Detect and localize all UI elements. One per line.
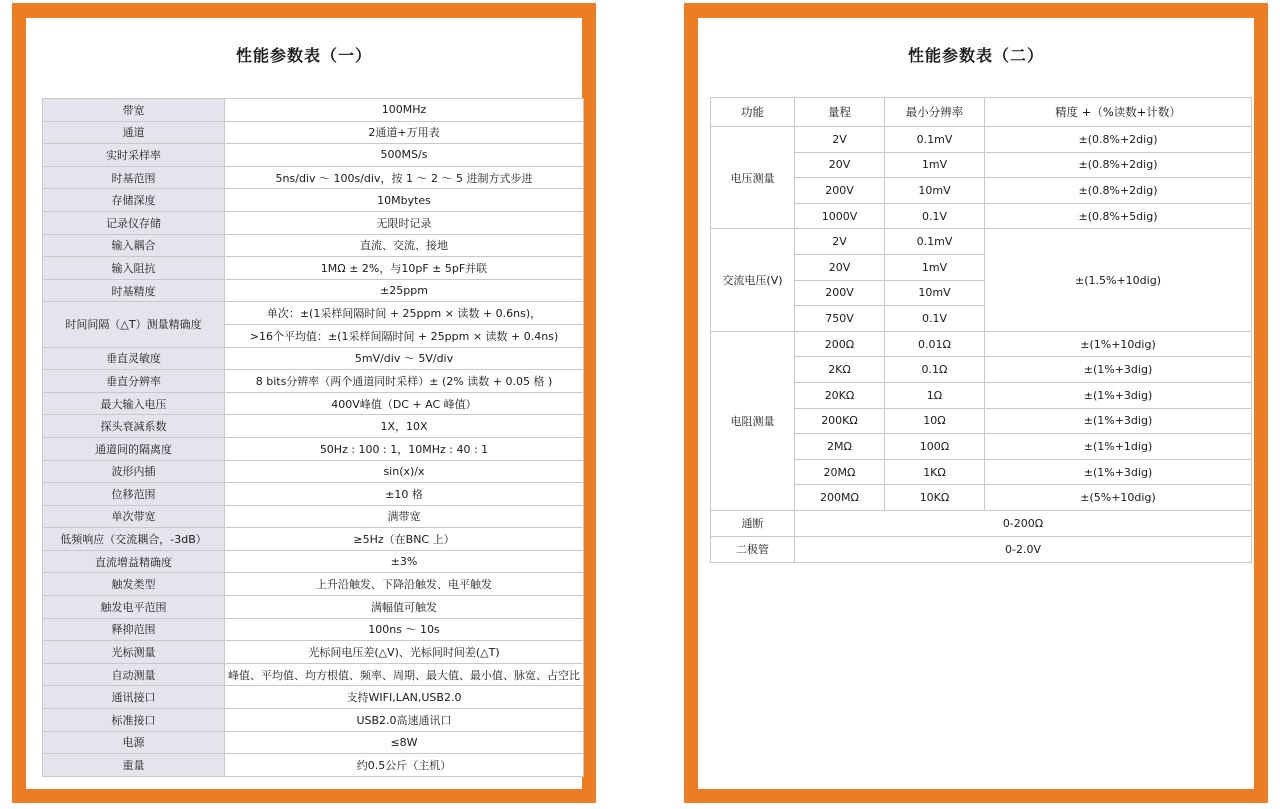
spec-label: 标准接口 [43,709,225,732]
spec-label: 输入阻抗 [43,257,225,280]
accuracy-cell: ±(1%+3dig) [985,459,1252,485]
spec-value: 峰值、平均值、均方根值、频率、周期、最大值、最小值、脉宽、占空比 [225,663,584,686]
spec-value: ±25ppm [225,279,584,302]
table-row [43,415,584,438]
extra-value-cell: 0-2.0V [795,536,1252,562]
spec-value: 5ns/div ～ 100s/div，按 1 ～ 2 ～ 5 进制方式步进 [225,166,584,189]
table-row [711,229,1252,255]
spec-value: 400V峰值（DC + AC 峰值） [225,392,584,415]
extra-value-cell: 0-200Ω [795,510,1252,536]
spec-value: ±10 格 [225,483,584,506]
spec-value: 10Mbytes [225,189,584,212]
table-row [43,279,584,302]
table-row [43,596,584,619]
range-cell: 20MΩ [795,459,885,485]
spec-label: 自动测量 [43,663,225,686]
function-cell: 电压测量 [711,127,795,229]
spec-label: 通讯接口 [43,686,225,709]
header-range: 量程 [795,98,885,127]
spec-label: 单次带宽 [43,505,225,528]
spec-value: ±3% [225,550,584,573]
accuracy-cell: ±(0.8%+5dig) [985,203,1252,229]
table-row [43,550,584,573]
range-cell: 200V [795,280,885,306]
spec-label: 位移范围 [43,483,225,506]
table-row [43,370,584,393]
spec-label: 触发类型 [43,573,225,596]
accuracy-cell: ±(0.8%+2dig) [985,127,1252,153]
resolution-cell: 0.1V [885,306,985,332]
spec-label: 时基范围 [43,166,225,189]
spec-label: 存储深度 [43,189,225,212]
range-cell: 750V [795,306,885,332]
table-row [43,257,584,280]
spec-value: 满带宽 [225,505,584,528]
range-cell: 200MΩ [795,485,885,511]
accuracy-cell: ±(1%+10dig) [985,331,1252,357]
accuracy-cell: ±(1%+3dig) [985,382,1252,408]
spec-value: 上升沿触发、下降沿触发、电平触发 [225,573,584,596]
spec-panel-one [12,3,596,803]
spec-table-two [710,97,1252,563]
spec-label: 输入耦合 [43,234,225,257]
function-cell: 电阻测量 [711,331,795,510]
table-row [43,166,584,189]
spec-label: 实时采样率 [43,144,225,167]
spec-value: 约0.5公斤（主机） [225,754,584,777]
header-function: 功能 [711,98,795,127]
spec-value: 8 bits分辨率（两个通道同时采样）± (2% 读数 + 0.05 格 ) [225,370,584,393]
resolution-cell: 10KΩ [885,485,985,511]
table-row [43,211,584,234]
table-row [43,392,584,415]
resolution-cell: 0.1V [885,203,985,229]
function-cell: 通断 [711,510,795,536]
spec-value: 满幅值可触发 [225,596,584,619]
table-row [711,127,1252,153]
table-row [43,234,584,257]
spec-label: 探头衰减系数 [43,415,225,438]
spec-table-one [42,98,584,777]
table-row [43,437,584,460]
header-accuracy: 精度 +（%读数+计数） [985,98,1252,127]
spec-value: 100ns ～ 10s [225,618,584,641]
panel-one-title: 性能参数表（一） [235,46,372,65]
spec-label: 电源 [43,731,225,754]
spec-label: 光标测量 [43,641,225,664]
range-cell: 200KΩ [795,408,885,434]
range-cell: 20KΩ [795,382,885,408]
spec-value: 500MS/s [225,144,584,167]
table-row [43,754,584,777]
accuracy-cell: ±(0.8%+2dig) [985,152,1252,178]
spec-label: 最大输入电压 [43,392,225,415]
accuracy-cell: ±(1%+3dig) [985,357,1252,383]
function-cell: 交流电压(V) [711,229,795,331]
spec-label: 带宽 [43,99,225,122]
table-row [43,347,584,370]
spec-value: 直流、交流、接地 [225,234,584,257]
spec-label: 记录仪存储 [43,211,225,234]
resolution-cell: 0.1Ω [885,357,985,383]
spec-value: 支持WIFI,LAN,USB2.0 [225,686,584,709]
table-row [43,99,584,122]
spec-value: ≥5Hz（在BNC 上） [225,528,584,551]
spec-value: USB2.0高速通讯口 [225,709,584,732]
table-row [43,121,584,144]
spec-value: ≤8W [225,731,584,754]
spec-label: 通道间的隔离度 [43,437,225,460]
panel-one-sheet [26,18,582,789]
resolution-cell: 100Ω [885,434,985,460]
range-cell: 2V [795,127,885,153]
table-row [43,528,584,551]
table-row [43,709,584,732]
header-resolution: 最小分辨率 [885,98,985,127]
spec-label: 垂直分辨率 [43,370,225,393]
table-row [43,189,584,212]
table-row [711,331,1252,357]
spec-value: >16个平均值：±(1采样间隔时间 + 25ppm × 读数 + 0.4ns) [225,324,584,347]
table-row [43,460,584,483]
range-cell: 2MΩ [795,434,885,460]
resolution-cell: 0.01Ω [885,331,985,357]
resolution-cell: 10mV [885,178,985,204]
spec-value: sin(x)/x [225,460,584,483]
table-row [43,618,584,641]
spec-label: 触发电平范围 [43,596,225,619]
table-row [43,641,584,664]
range-cell: 20V [795,254,885,280]
spec-value: 光标间电压差(△V)、光标间时间差(△T) [225,641,584,664]
table-row [43,302,584,325]
resolution-cell: 1KΩ [885,459,985,485]
spec-value: 2通道+万用表 [225,121,584,144]
resolution-cell: 0.1mV [885,229,985,255]
spec-label: 直流增益精确度 [43,550,225,573]
spec-value: 50Hz : 100 : 1，10MHz : 40 : 1 [225,437,584,460]
table-row [43,144,584,167]
function-cell: 二极管 [711,536,795,562]
range-cell: 20V [795,152,885,178]
panel-two-sheet [698,18,1254,789]
range-cell: 2KΩ [795,357,885,383]
accuracy-cell: ±(1%+1dig) [985,434,1252,460]
accuracy-cell: ±(1.5%+10dig) [985,229,1252,331]
spec-value: 1MΩ ± 2%，与10pF ± 5pF并联 [225,257,584,280]
table-row [43,663,584,686]
resolution-cell: 0.1mV [885,127,985,153]
spec-label: 通道 [43,121,225,144]
accuracy-cell: ±(1%+3dig) [985,408,1252,434]
table-row [43,505,584,528]
resolution-cell: 10mV [885,280,985,306]
spec-value: 单次：±(1采样间隔时间 + 25ppm × 读数 + 0.6ns)， [225,302,584,325]
range-cell: 200Ω [795,331,885,357]
spec-value: 5mV/div ～ 5V/div [225,347,584,370]
spec-panel-two [684,3,1268,803]
resolution-cell: 10Ω [885,408,985,434]
accuracy-cell: ±(5%+10dig) [985,485,1252,511]
accuracy-cell: ±(0.8%+2dig) [985,178,1252,204]
resolution-cell: 1Ω [885,382,985,408]
table-row [43,686,584,709]
range-cell: 1000V [795,203,885,229]
spec-label: 低频响应（交流耦合，-3dB） [43,528,225,551]
panel-two-title: 性能参数表（二） [907,46,1044,65]
resolution-cell: 1mV [885,152,985,178]
spec-label: 时基精度 [43,279,225,302]
table-row [711,510,1252,536]
resolution-cell: 1mV [885,254,985,280]
spec-label: 垂直灵敏度 [43,347,225,370]
spec-label: 时间间隔（△T）测量精确度 [43,302,225,347]
spec-value: 1X，10X [225,415,584,438]
spec-value: 无限时记录 [225,211,584,234]
spec-label: 波形内插 [43,460,225,483]
range-cell: 200V [795,178,885,204]
spec-label: 重量 [43,754,225,777]
table-row [43,483,584,506]
range-cell: 2V [795,229,885,255]
spec-value: 100MHz [225,99,584,122]
table-row [43,731,584,754]
table-row [711,536,1252,562]
spec-label: 释抑范围 [43,618,225,641]
table-row [43,573,584,596]
